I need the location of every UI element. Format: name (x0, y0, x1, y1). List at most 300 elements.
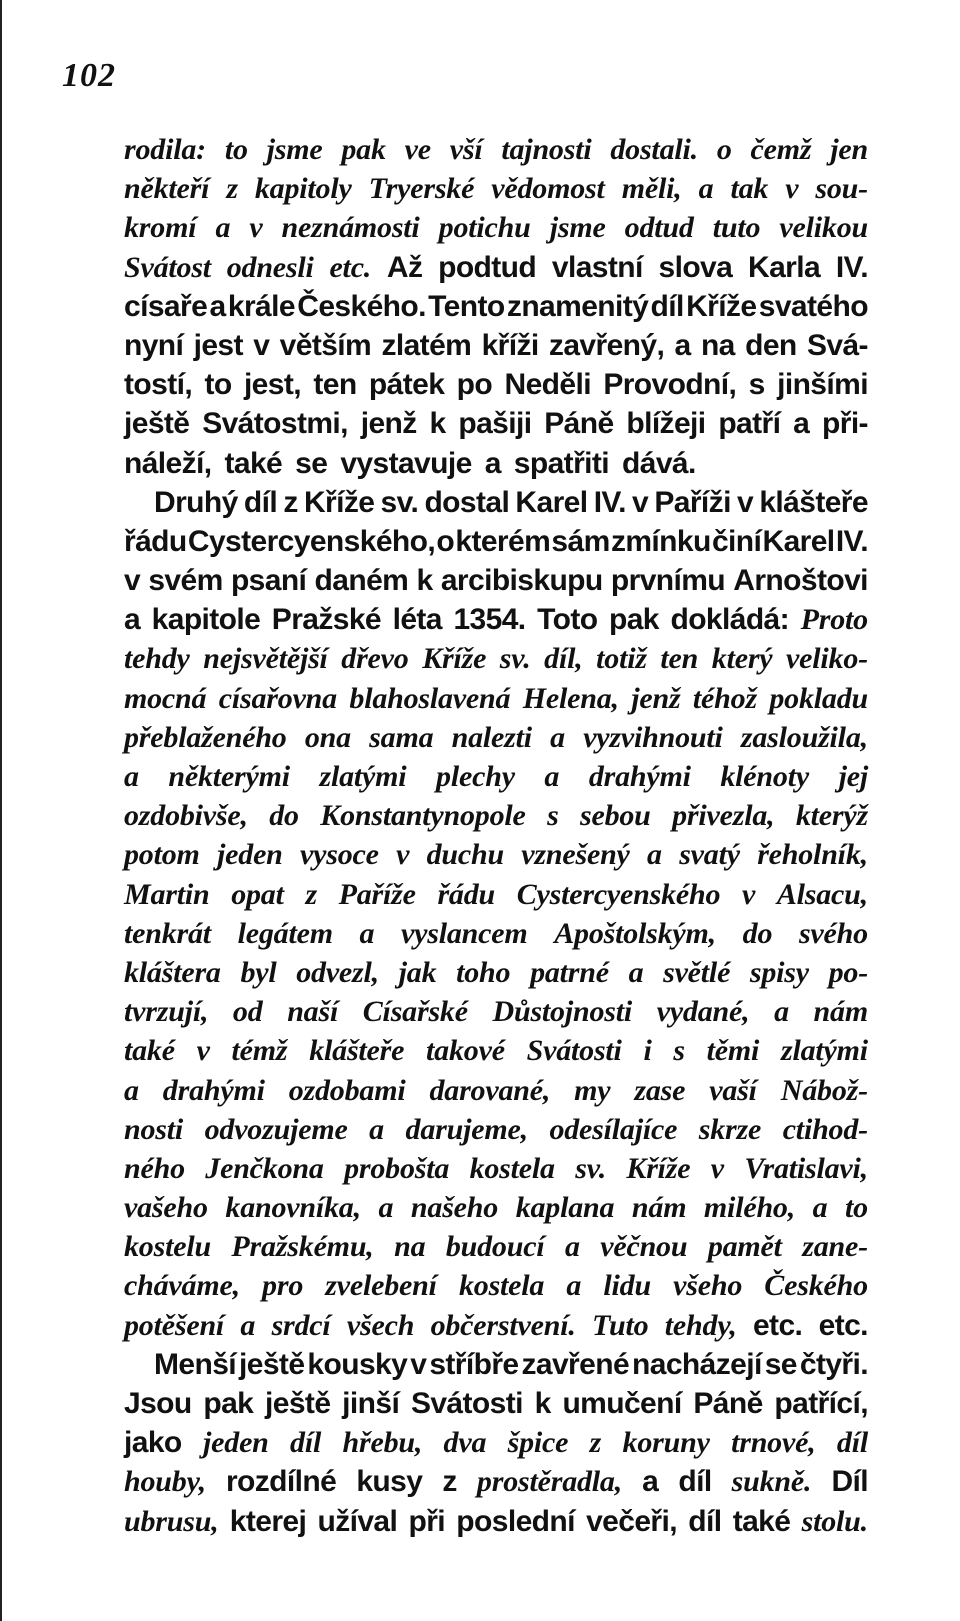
word: Až (386, 250, 423, 284)
word: vyslancem (401, 916, 528, 950)
word: umučení (562, 1387, 682, 1420)
word: ještě (124, 407, 190, 441)
text-line (124, 1505, 868, 1544)
word: léta (392, 603, 442, 637)
word: velikou (779, 211, 868, 245)
word: sv. (380, 485, 419, 519)
word: dokládá: (670, 603, 790, 637)
word: Toto (537, 603, 598, 637)
word: Vratislavi, (744, 1151, 868, 1185)
word: a (793, 407, 810, 441)
word: ještě (239, 1347, 305, 1381)
word: pak (341, 133, 386, 166)
text-line (124, 1230, 868, 1269)
word: IV. (835, 250, 868, 284)
word: drahými (588, 760, 691, 793)
word: zavřené (521, 1347, 630, 1381)
word: a (215, 211, 231, 245)
word: Menší (154, 1347, 237, 1381)
word: Svátosti (410, 1387, 523, 1420)
word: Tuto (592, 1308, 649, 1342)
word: potom (124, 838, 200, 872)
word: Helena, (522, 681, 619, 715)
word: krále (227, 289, 295, 323)
word: potichu (438, 211, 531, 245)
word: sukně. (731, 1465, 812, 1499)
word: a (564, 1230, 580, 1264)
word: díl (836, 1426, 868, 1460)
word: ubrusu, (124, 1504, 219, 1538)
word: s (673, 1034, 685, 1068)
word: dostali. (610, 133, 698, 166)
word: ctihod- (782, 1112, 868, 1146)
word: etc. (818, 1308, 868, 1342)
word: v (785, 172, 799, 206)
word: a (240, 1308, 256, 1342)
text-line (124, 1426, 868, 1465)
text-line (124, 407, 868, 446)
word: Českého. (297, 289, 426, 323)
word: díl (650, 289, 684, 323)
word: po (456, 368, 493, 402)
word: jinšími (777, 368, 868, 402)
word: také (224, 446, 283, 480)
word: pašiji (458, 407, 532, 441)
word: díl (688, 1504, 722, 1538)
word: rodila: (124, 133, 206, 166)
page-edge-line (0, 0, 2, 1621)
word: psaní (230, 564, 307, 598)
text-line (124, 290, 868, 329)
word: císařovna (218, 681, 337, 715)
word: vlastní (551, 250, 643, 284)
word: ten (313, 368, 357, 402)
word: kaplana (515, 1191, 615, 1225)
word: rozdílné (225, 1465, 337, 1499)
word: Paříži (654, 485, 731, 519)
word: který (711, 642, 773, 676)
word: do (742, 916, 773, 950)
word: Pražskému, (231, 1230, 374, 1264)
text-line (124, 133, 868, 172)
word: zlatém (381, 328, 472, 362)
word: přivezla, (672, 799, 775, 833)
word: duchu (426, 838, 504, 872)
word: jak (398, 955, 437, 989)
word: klášteře (759, 485, 868, 519)
word: svatý (679, 838, 740, 872)
word: patřící, (774, 1387, 868, 1420)
word: světlé (663, 955, 731, 989)
word: Páně (544, 407, 614, 441)
word: Druhý (154, 485, 238, 519)
word: Nábož- (780, 1073, 868, 1107)
word: totiž (596, 642, 647, 676)
word: legátem (237, 916, 333, 950)
word: arcibiskupu (440, 564, 603, 598)
word: toho (456, 955, 511, 989)
word: větším (279, 328, 372, 362)
word: kostela (458, 1269, 545, 1303)
word: a (628, 955, 644, 989)
word: zasloužila, (740, 720, 868, 754)
word: jinší (342, 1387, 400, 1420)
word: se (764, 1347, 797, 1381)
word: potěšení (124, 1308, 225, 1342)
word: a (359, 916, 375, 950)
word: těmi (706, 1034, 760, 1068)
word: kříži (481, 328, 539, 362)
word: slova (658, 250, 733, 284)
text-line (124, 172, 868, 211)
word: Konstantynopole (320, 799, 526, 833)
word: sebou (579, 799, 651, 833)
word: v (410, 1347, 427, 1381)
word: nosti (124, 1112, 184, 1146)
word: neznámosti (281, 211, 420, 245)
word: jest, (243, 368, 301, 402)
word: kusy (356, 1465, 423, 1499)
word: sv. (499, 642, 531, 676)
word: v (396, 838, 410, 872)
word: kousky (307, 1347, 408, 1381)
word: našeho (410, 1191, 499, 1225)
word: darujeme, (405, 1112, 528, 1146)
word: Díl (831, 1465, 868, 1499)
word: večeři, (586, 1504, 677, 1538)
word: císaře (124, 289, 208, 323)
word: a (698, 172, 714, 206)
word: sám (551, 524, 610, 558)
word: tajnosti (501, 133, 592, 166)
word: Kříže (626, 1151, 691, 1185)
word: Páně (693, 1387, 763, 1420)
word: a (812, 1191, 828, 1225)
text-line (124, 447, 868, 486)
word: některými (168, 760, 290, 793)
word: takové (426, 1034, 505, 1068)
word: vystavuje (340, 446, 472, 480)
word: a (544, 760, 560, 793)
word: zlatými (780, 1034, 868, 1068)
word: tvrzují, (124, 995, 209, 1029)
word: sv. (575, 1151, 606, 1185)
word: na (394, 1230, 426, 1264)
word: s (547, 799, 559, 833)
word: náleží, (124, 446, 212, 480)
word: v (737, 485, 754, 519)
text-line (124, 682, 868, 721)
word: odvozujeme (204, 1112, 348, 1146)
word: z (442, 1465, 457, 1499)
word: v (710, 1151, 724, 1185)
word: skrze (698, 1112, 762, 1146)
word: svatého (758, 289, 868, 323)
word: klášteře (309, 1034, 405, 1068)
word: ozdobivše, (124, 799, 248, 833)
word: jenž (360, 407, 417, 441)
word: jest (193, 328, 243, 362)
word: probošta (344, 1151, 450, 1185)
word: v (196, 1034, 210, 1068)
word: užíval (317, 1504, 398, 1538)
word: Svátost (124, 250, 211, 284)
word: my (574, 1073, 611, 1107)
word: občerstvení. (430, 1308, 576, 1342)
word: kostelu (124, 1230, 211, 1264)
word: a (124, 1073, 139, 1107)
text-line (124, 838, 868, 877)
word: tostí, (124, 368, 193, 402)
word: patří (718, 407, 781, 441)
text-line (124, 251, 868, 290)
word: z (226, 172, 238, 206)
word: všeho (673, 1269, 743, 1303)
word: Karel (515, 485, 588, 519)
word: a (484, 446, 501, 480)
word: opat (231, 877, 284, 911)
word: a (124, 603, 141, 637)
word: IV. (835, 524, 868, 558)
word: jeden (217, 838, 283, 872)
word: také (732, 1504, 791, 1538)
word: to (845, 1191, 868, 1225)
word: Jenčkona (205, 1151, 324, 1185)
word: Neděli (504, 368, 591, 402)
word: v (249, 211, 263, 245)
word: svého (798, 916, 868, 950)
word: činí (711, 524, 762, 558)
text-line (124, 1152, 868, 1191)
word: jako (124, 1426, 182, 1460)
word: ve (404, 133, 431, 166)
word: o (716, 133, 732, 166)
word: pátek (368, 368, 445, 402)
word: etc. (752, 1308, 803, 1342)
word: veliko- (786, 642, 868, 676)
word: vší (449, 133, 483, 166)
word: dva (443, 1426, 487, 1460)
word: a (124, 760, 139, 793)
text-line (124, 525, 868, 564)
word: houby, (124, 1465, 206, 1499)
word: stolu. (801, 1504, 868, 1538)
word: poslední (456, 1504, 575, 1538)
word: dostal (424, 485, 510, 519)
word: nalezti (451, 720, 532, 754)
word: Svátostmi, (202, 407, 348, 441)
text-line (124, 564, 868, 603)
text-line (124, 917, 868, 956)
word: hřebu, (342, 1426, 423, 1460)
word: podtud (438, 250, 537, 284)
word: Českého (764, 1269, 868, 1303)
text-line (124, 956, 868, 995)
word: Jsou (124, 1387, 192, 1420)
word: Alsacu, (776, 877, 868, 911)
text-line (124, 486, 868, 525)
word: při (408, 1504, 446, 1538)
text-line (124, 1348, 868, 1387)
word: při- (822, 407, 868, 441)
word: čemž (750, 133, 812, 166)
word: Tento (428, 289, 505, 323)
word: pak (203, 1387, 254, 1420)
word: ten (660, 642, 699, 676)
word: kapitole (151, 603, 261, 637)
word: v (124, 564, 141, 598)
word: kterém (455, 524, 551, 558)
word: a (209, 289, 226, 323)
word: tehdy, (664, 1308, 737, 1342)
word: také (124, 1034, 175, 1068)
word: blahoslavená (349, 681, 511, 715)
word: jsme (266, 133, 323, 166)
word: cháváme, (124, 1269, 240, 1303)
word: věčnou (600, 1230, 688, 1264)
text-line (124, 995, 868, 1034)
word: koruny (622, 1426, 710, 1460)
text-line (124, 329, 868, 368)
word: trnové, (731, 1426, 816, 1460)
word: vznešený (521, 838, 630, 872)
word: Svátosti (526, 1034, 622, 1068)
word: Provodní, (603, 368, 737, 402)
word: nyní (124, 328, 184, 362)
word: tak (730, 172, 769, 206)
word: jeden (203, 1426, 269, 1460)
text-line (124, 642, 868, 681)
word: odvezl, (296, 955, 379, 989)
word: spisy (749, 955, 809, 989)
word: kanovníka, (225, 1191, 361, 1225)
word: tuto (712, 211, 761, 245)
word: kromí (124, 211, 197, 245)
word: ještě (265, 1387, 331, 1420)
word: nejsvětější (203, 642, 328, 676)
text-line (124, 1191, 868, 1230)
word: díl, (544, 642, 583, 676)
word: vaší (709, 1073, 757, 1107)
word: kláštera (124, 955, 221, 989)
word: Důstojnosti (492, 995, 633, 1029)
word: dává. (622, 446, 696, 480)
word: Cystercyenského (516, 877, 721, 911)
word: Tryerské (368, 172, 475, 206)
text-line (124, 1465, 868, 1504)
word: zmínku (610, 524, 711, 558)
word: dřevo (341, 642, 409, 676)
text-line (124, 1269, 868, 1308)
word: kterýž (795, 799, 868, 833)
word: přeblaženého (124, 720, 287, 754)
word: Kříže (422, 642, 487, 676)
word: 1354. (453, 603, 526, 637)
text-line (124, 721, 868, 760)
word: a (378, 1191, 394, 1225)
word: darované, (429, 1073, 551, 1107)
word: kterej (229, 1504, 307, 1538)
word: lidu (603, 1269, 651, 1303)
text-line (124, 760, 868, 799)
word: mocná (124, 681, 207, 715)
word: odnesli (226, 250, 314, 284)
word: v (742, 877, 756, 911)
word: ného (124, 1151, 185, 1185)
word: spatřiti (513, 446, 610, 480)
word: zlatými (319, 760, 407, 793)
word: i (643, 1034, 652, 1068)
word: z (589, 1426, 602, 1460)
word: a (369, 1112, 384, 1146)
word: díl (290, 1426, 322, 1460)
word: milého, (703, 1191, 796, 1225)
text-line (124, 1387, 868, 1426)
word: pamět (707, 1230, 782, 1264)
word: tenkrát (124, 916, 211, 950)
word: vyzvihnouti (583, 720, 723, 754)
word: patrné (530, 955, 609, 989)
word: blížeji (626, 407, 706, 441)
word: se (295, 446, 328, 480)
word: a (674, 328, 691, 362)
word: vysoce (300, 838, 379, 872)
word: byl (240, 955, 277, 989)
word: díl (678, 1465, 712, 1499)
word: k (534, 1387, 551, 1420)
word: všech (346, 1308, 415, 1342)
word: svém (148, 564, 223, 598)
word: zase (634, 1073, 686, 1107)
word: jsme (549, 211, 606, 245)
word: do (269, 799, 299, 833)
word: a (642, 1465, 659, 1499)
word: srdcí (271, 1308, 331, 1342)
word: po- (828, 955, 868, 989)
word: zavřený, (548, 328, 665, 362)
word: s (748, 368, 765, 402)
word: Cystercyenského, (187, 524, 436, 558)
word: z (305, 877, 317, 911)
word: pro (262, 1269, 304, 1303)
word: plechy (436, 760, 515, 793)
word: na (700, 328, 735, 362)
word: řádu (437, 877, 495, 911)
word: naší (287, 995, 339, 1029)
word: vašeho (124, 1191, 208, 1225)
word: to (224, 133, 248, 166)
word: špice (507, 1426, 569, 1460)
text-line (124, 799, 868, 838)
word: a (550, 720, 565, 754)
word: sou- (815, 172, 868, 206)
word: kostela (469, 1151, 555, 1185)
text-line (124, 603, 868, 642)
word: jen (830, 133, 868, 166)
word: řádu (124, 524, 187, 558)
word: IV. (593, 485, 626, 519)
word: Proto (800, 603, 868, 637)
page-number: 102 (62, 57, 116, 94)
word: zane- (802, 1230, 868, 1264)
word: k (416, 564, 433, 598)
word: a (647, 838, 662, 872)
text-line (124, 1309, 868, 1348)
word: nám (813, 995, 868, 1029)
word: pak (609, 603, 659, 637)
text-line (124, 368, 868, 407)
text-line (124, 1113, 868, 1152)
